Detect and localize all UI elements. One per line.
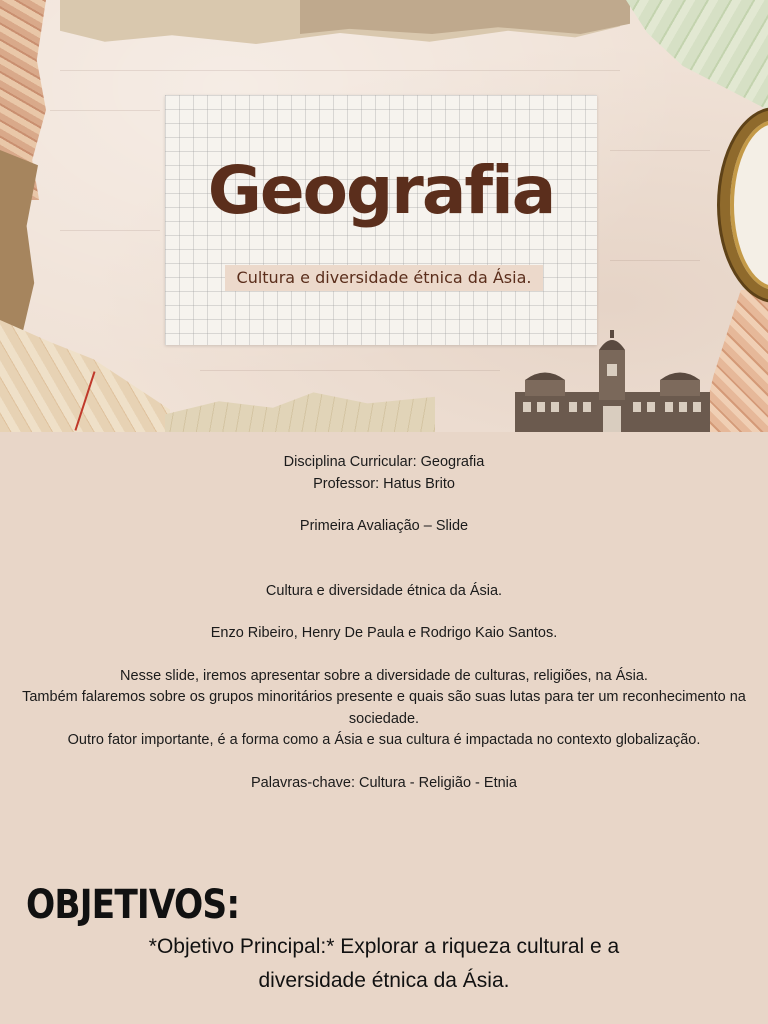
torn-kraft-scrap xyxy=(300,0,630,34)
professor-line: Professor: Hatus Brito xyxy=(313,475,455,492)
objectives-text xyxy=(0,930,768,998)
topic-line: Cultura e diversidade étnica da Ásia. xyxy=(265,582,503,599)
slide-subtitle: Cultura e diversidade étnica da Ásia. xyxy=(225,265,543,291)
decorative-script-line xyxy=(60,230,160,231)
decorative-script-line xyxy=(610,150,710,151)
discipline-line: Disciplina Curricular: Geografia xyxy=(283,454,485,470)
objectives-heading: OBJETIVOS: xyxy=(26,882,240,928)
slide-title: Geografia xyxy=(207,152,555,229)
authors-line: Enzo Ribeiro, Henry De Paula e Rodrigo Kaio Santos. xyxy=(210,625,558,641)
decorative-script-line xyxy=(200,370,500,371)
description-paragraph: Outro fator importante, é a forma como a Ásia e sua cultura é impactada no contexto globalização. xyxy=(67,732,701,748)
keywords-line: Palavras-chave: Cultura - Religião - Etnia xyxy=(251,774,517,791)
document-body xyxy=(0,432,768,794)
decorative-script-line xyxy=(610,260,700,261)
title-slide-image xyxy=(0,0,768,432)
description-paragraph: Também falaremos sobre os grupos minoritários presente e quais são suas lutas para ter um reconhecimento na sociedade. xyxy=(22,689,746,727)
decorative-script-line xyxy=(60,70,620,71)
historic-building-illustration xyxy=(515,330,710,432)
evaluation-line: Primeira Avaliação – Slide xyxy=(299,518,469,534)
decorative-script-line xyxy=(50,110,160,111)
objective-main-line: *Objetivo Principal:* Explorar a riqueza cultural e a xyxy=(148,935,620,958)
description-paragraph: Nesse slide, iremos apresentar sobre a diversidade de culturas, religiões, na Ásia. xyxy=(120,667,648,684)
objective-main-line: diversidade étnica da Ásia. xyxy=(258,969,510,992)
